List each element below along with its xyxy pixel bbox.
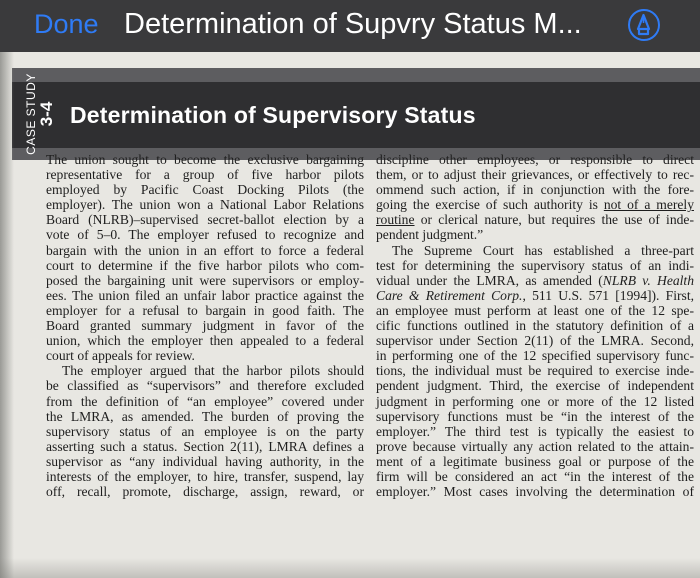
case-study-number: 3-4	[37, 101, 56, 127]
text-line: supervisory status of an employee is on the party	[46, 423, 364, 439]
text-line: vidual under the LMRA, as amended (NLRB v. Health	[376, 272, 695, 288]
pen-tip-icon	[630, 11, 657, 38]
text-line: Board (NLRB)–supervised secret-ballot election by a	[46, 212, 364, 228]
text-line: firm will be considered an act “in the interest of the	[376, 468, 694, 484]
text-line: employer.” Most cases involving the determination of	[376, 484, 694, 500]
text-line: going the exercise of such authority is not of a merely	[376, 197, 694, 213]
text-line: the LMRA, as amended. The burden of proving the	[46, 408, 364, 424]
document-page[interactable]	[0, 52, 700, 578]
text-line: from the definition of “an employee” covered under	[46, 393, 364, 409]
text-line: judgment in performing one or more of the 12 listed	[376, 393, 694, 409]
text-line: Board granted summary judgment in favor of the	[46, 318, 364, 334]
text-line: bargain with the union in an effort to force a federal	[46, 242, 364, 258]
text-line: court of appeals for review.	[46, 348, 195, 364]
text-line: test for determining the supervisory status of an indi-	[376, 257, 694, 273]
page-edge-shadow	[0, 52, 14, 578]
text-line: asserting such a status. Section 2(11), LMRA defines a	[46, 438, 364, 454]
text-line: pendent judgment. Third, the exercise of independent	[376, 378, 694, 394]
text-line: The union sought to become the exclusive bargaining	[46, 152, 364, 167]
text-line: supervisor as “any individual having authority, in the	[46, 453, 364, 469]
text-line: vote of 5–0. The employer refused to recognize and	[46, 227, 364, 243]
text-line: Care & Retirement Corp., 511 U.S. 571 [1994]). First,	[376, 287, 695, 303]
text-line: court to determine if the five harbor pilots who com-	[46, 257, 364, 273]
case-study-header-band	[12, 68, 700, 160]
text-line: The Supreme Court has established a three-part	[392, 242, 694, 258]
left-text-column	[46, 152, 364, 499]
markup-button[interactable]	[628, 9, 660, 41]
text-line: interests of the employer, to hire, transfer, suspend, lay	[46, 468, 364, 484]
text-line: employed by Pacific Coast Docking Pilots (the	[46, 182, 364, 198]
text-line: employer.” The third test is typically the easiest to	[376, 423, 694, 439]
right-text-column	[376, 152, 694, 499]
text-line: prove because virtually any action related to the attain-	[376, 438, 694, 454]
text-line: them, or to adjust their grievances, or effectively to rec-	[376, 167, 694, 183]
text-line: ment of a legitimate business goal or purpose of the	[376, 453, 694, 469]
done-button[interactable]: Done	[34, 9, 99, 39]
document-title: Determination of Supvry Status M...	[124, 8, 582, 40]
text-line: employer). The union won a National Labor Relations	[46, 197, 364, 213]
text-line: off, recall, promote, discharge, assign, reward, or	[46, 484, 364, 500]
case-study-text: CASE STUDY	[24, 73, 38, 155]
text-line: supervisor under Section 2(11) of the LMRA. Second,	[376, 333, 694, 349]
text-line: discipline other employees, or responsible to direct	[376, 152, 694, 167]
text-line: The employer argued that the harbor pilots should	[62, 363, 364, 379]
text-line: supervisory functions must be “in the interest of the	[376, 408, 694, 424]
text-line: representative for a group of five harbor pilots	[46, 167, 364, 183]
text-line: an employee must perform at least one of the 12 spe-	[376, 302, 694, 318]
text-line: in performing one of the 12 specified supervisory func-	[376, 348, 694, 364]
text-line: union, which the employer then appealed to a federal	[46, 333, 364, 349]
text-line: tions, the individual must be required to exercise inde-	[376, 363, 694, 379]
text-line: posed the bargaining unit were supervisors or employ-	[46, 272, 364, 288]
text-line: ees. The union filed an unfair labor practice against the	[46, 287, 364, 303]
top-toolbar	[0, 0, 700, 52]
page-bottom-shadow	[0, 558, 700, 578]
text-line: employer for a refusal to bargain in good faith. The	[46, 302, 364, 318]
case-study-label	[20, 68, 60, 160]
text-line: be classified as “supervisors” and therefore excluded	[46, 378, 364, 394]
text-line: ommend such action, if in conjunction with the fore-	[376, 182, 694, 198]
text-line: cific functions outlined in the statutory definition of a	[376, 318, 694, 334]
text-line: routine or clerical nature, but requires the use of inde-	[376, 212, 694, 228]
text-line: pendent judgment.”	[376, 227, 484, 243]
case-heading: Determination of Supervisory Status	[70, 102, 476, 128]
